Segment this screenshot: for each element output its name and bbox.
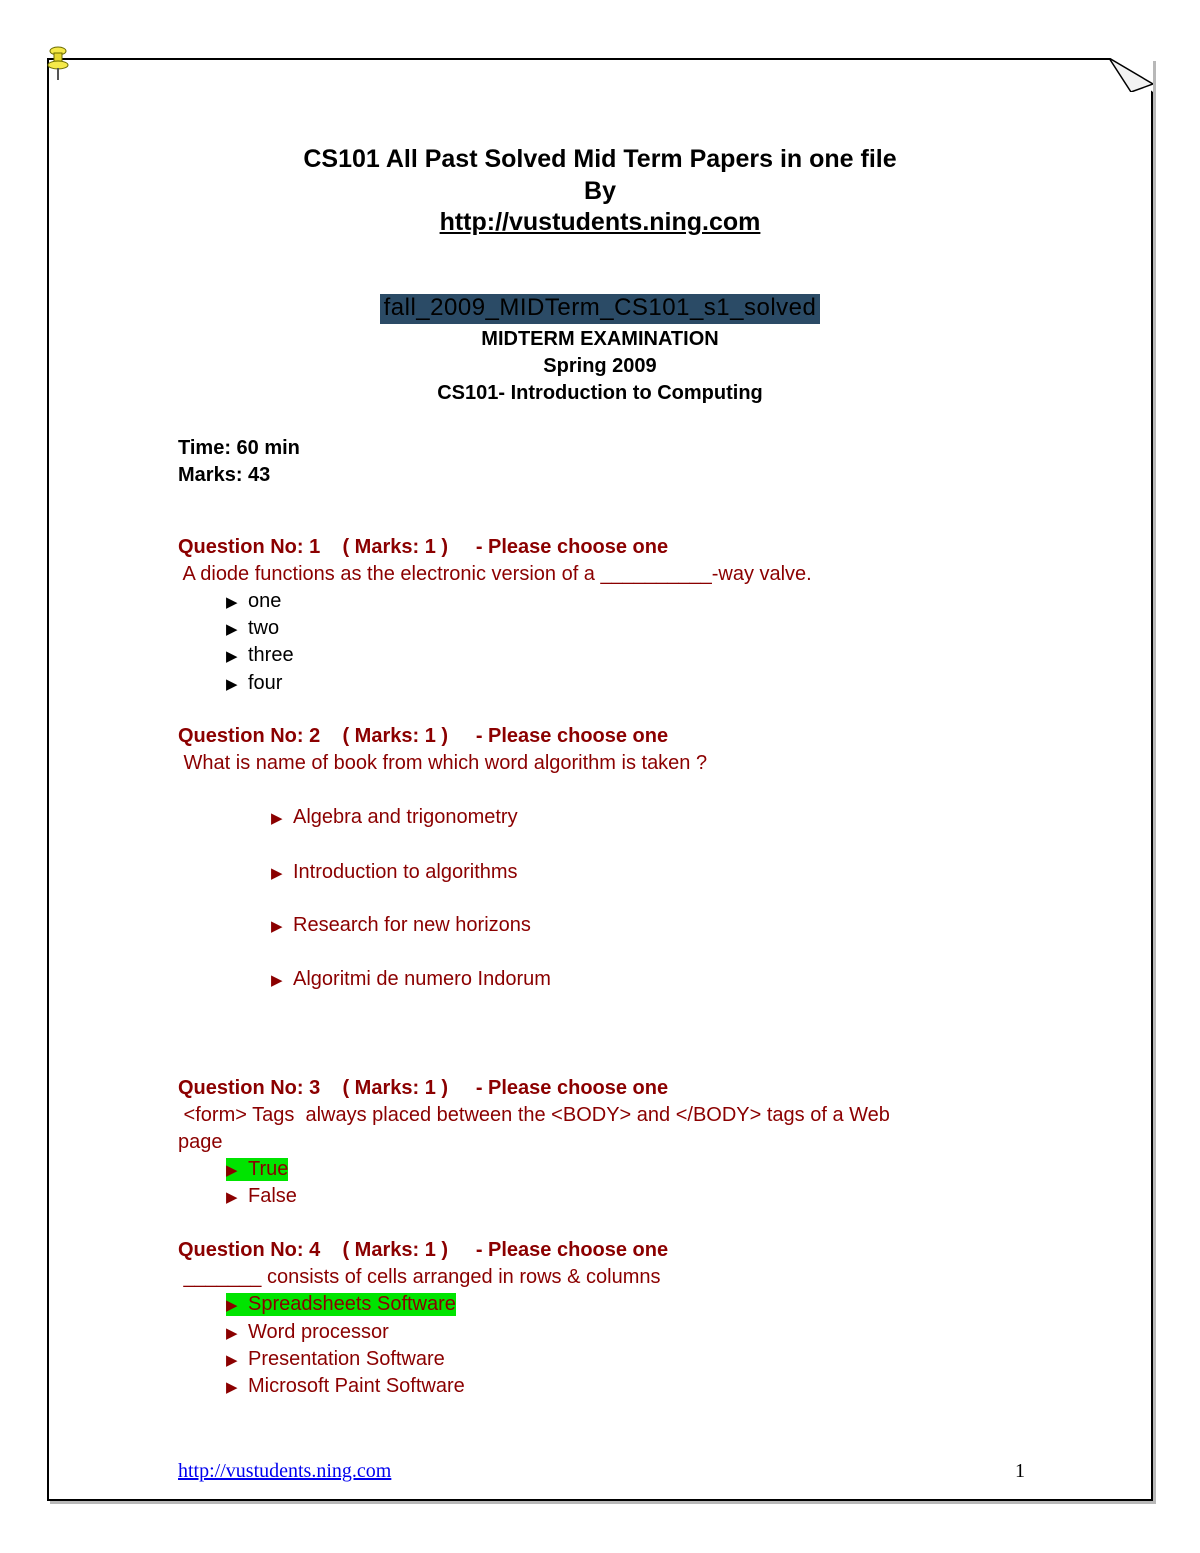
question-2-option[interactable]: ▶ Algebra and trigonometry <box>271 806 518 828</box>
triangle-right-icon: ▶ <box>226 1352 238 1369</box>
pushpin-icon <box>45 46 71 84</box>
page-number: 1 <box>1015 1460 1025 1482</box>
triangle-right-icon: ▶ <box>226 594 238 611</box>
triangle-right-icon: ▶ <box>271 810 283 827</box>
question-2-option[interactable]: ▶ Algoritmi de numero Indorum <box>271 968 551 990</box>
course-title: CS101- Introduction to Computing <box>437 382 763 404</box>
document-title: CS101 All Past Solved Mid Term Papers in one file <box>303 145 897 173</box>
triangle-right-icon: ▶ <box>226 1189 238 1206</box>
question-1-option[interactable]: ▶ four <box>226 672 283 694</box>
question-1-option[interactable]: ▶ one <box>226 590 282 612</box>
triangle-right-icon: ▶ <box>226 621 238 638</box>
exam-marks: Marks: 43 <box>178 464 271 486</box>
question-2-option[interactable]: ▶ Research for new horizons <box>271 914 531 936</box>
question-1-header: Question No: 1 ( Marks: 1 ) - Please choose one <box>178 536 669 558</box>
triangle-right-icon: ▶ <box>226 1162 238 1179</box>
triangle-right-icon: ▶ <box>271 865 283 882</box>
page-curl-icon <box>1109 58 1153 92</box>
question-4-header: Question No: 4 ( Marks: 1 ) - Please choose one <box>178 1239 669 1261</box>
question-1-option[interactable]: ▶ three <box>226 644 294 666</box>
triangle-right-icon: ▶ <box>226 1379 238 1396</box>
document-title-by: By <box>584 177 616 205</box>
exam-time: Time: 60 min <box>178 437 300 459</box>
triangle-right-icon: ▶ <box>226 1325 238 1342</box>
question-4-option[interactable]: ▶ Word processor <box>226 1321 389 1343</box>
question-3-header: Question No: 3 ( Marks: 1 ) - Please choose one <box>178 1077 669 1099</box>
question-2-text: What is name of book from which word algorithm is taken ? <box>178 752 708 774</box>
title-link[interactable]: http://vustudents.ning.com <box>439 208 761 236</box>
triangle-right-icon: ▶ <box>226 1297 238 1314</box>
footer-link[interactable]: http://vustudents.ning.com <box>178 1460 392 1482</box>
question-3-text: <form> Tags always placed between the <BODY> and </BODY> tags of a Web <box>178 1104 890 1126</box>
question-4-option-correct[interactable]: ▶ Spreadsheets Software <box>226 1293 456 1315</box>
triangle-right-icon: ▶ <box>226 676 238 693</box>
question-3-option[interactable]: ▶ False <box>226 1185 297 1207</box>
question-3-text-continued: page <box>178 1131 223 1153</box>
question-2-header: Question No: 2 ( Marks: 1 ) - Please choose one <box>178 725 669 747</box>
exam-term: Spring 2009 <box>543 355 657 377</box>
question-4-option[interactable]: ▶ Microsoft Paint Software <box>226 1375 465 1397</box>
question-4-option[interactable]: ▶ Presentation Software <box>226 1348 445 1370</box>
paper-tag: fall_2009_MIDTerm_CS101_s1_solved <box>380 294 821 324</box>
exam-title: MIDTERM EXAMINATION <box>481 328 719 350</box>
question-4-text: _______ consists of cells arranged in rows & columns <box>178 1266 661 1288</box>
question-1-option[interactable]: ▶ two <box>226 617 280 639</box>
triangle-right-icon: ▶ <box>271 918 283 935</box>
question-3-option-correct[interactable]: ▶ True <box>226 1158 289 1180</box>
document-page <box>47 58 1153 1501</box>
question-2-option[interactable]: ▶ Introduction to algorithms <box>271 861 518 883</box>
triangle-right-icon: ▶ <box>226 648 238 665</box>
triangle-right-icon: ▶ <box>271 972 283 989</box>
question-1-text: A diode functions as the electronic version of a __________-way valve. <box>178 563 812 585</box>
